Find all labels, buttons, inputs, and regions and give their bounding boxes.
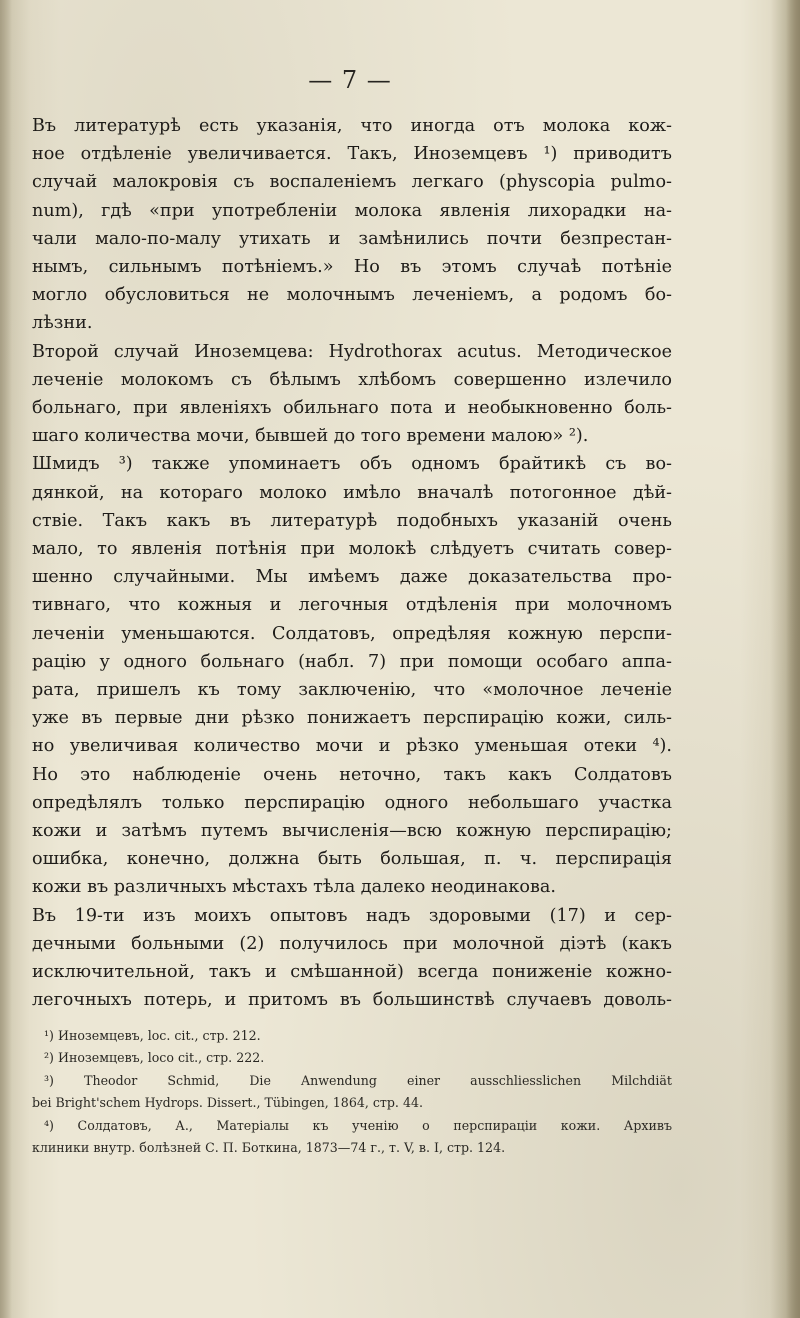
text-line: опредѣлялъ только перспирацію одного небольшаго участка (32, 792, 672, 813)
text-line: леченіе молокомъ съ бѣлымъ хлѣбомъ совершенно излечило (32, 369, 672, 390)
text-line: легочныхъ потерь, и притомъ въ большинствѣ случаевъ доволь- (32, 990, 672, 1011)
text-line: шаго количества мочи, бывшей до того времени малою» ²). (32, 426, 589, 447)
footnote-2: ²) Иноземцевъ, loco cit., стр. 222. (44, 1050, 265, 1066)
text-line: чали мало-по-малу утихать и замѣнились почти безпрестан- (32, 228, 672, 249)
text-line: Въ 19-ти изъ моихъ опытовъ надъ здоровыми (17) и сер- (32, 905, 672, 926)
page-left-shadow (0, 0, 12, 1318)
text-line: кожи въ различныхъ мѣстахъ тѣла далеко неодинакова. (32, 877, 556, 898)
page-right-shadow (786, 0, 800, 1318)
text-line: Въ литературѣ есть указанія, что иногда отъ молока кож- (32, 116, 672, 136)
text-line: могло обусловиться не молочнымъ леченіемъ, а родомъ бо- (32, 285, 672, 306)
text-line: ное отдѣленіе увеличивается. Такъ, Иноземцевъ ¹) приводитъ (32, 144, 672, 165)
text-line: больнаго, при явленіяхъ обильнаго пота и необыкновенно боль- (32, 398, 672, 419)
text-line: Но это наблюденіе очень неточно, такъ какъ Солдатовъ (32, 764, 672, 785)
text-line: Второй случай Иноземцева: Hydrothorax acutus. Методическое (32, 341, 672, 362)
text-line: леченіи уменьшаются. Солдатовъ, опредѣляя кожную перспи- (32, 623, 672, 644)
text-line: кожи и затѣмъ путемъ вычисленія—всю кожную перспирацію; (32, 821, 672, 842)
text-line: ошибка, конечно, должна быть большая, п. ч. перспирація (32, 849, 672, 870)
text-line: нымъ, сильнымъ потѣніемъ.» Но въ этомъ случаѣ потѣніе (32, 257, 672, 278)
text-line: тивнаго, что кожныя и легочныя отдѣленія при молочномъ (32, 595, 672, 616)
footnote-3: ³) Theodor Schmid, Die Anwendung einer ausschliesslichen Milchdiät (44, 1072, 672, 1088)
footnote-3-cont: bei Bright'schem Hydrops. Dissert., Tübingen, 1864, стр. 44. (32, 1095, 423, 1111)
text-line: уже въ первые дни рѣзко понижаетъ перспирацію кожи, силь- (32, 708, 672, 729)
text-line: мало, то явленія потѣнія при молокѣ слѣдуетъ считать совер- (32, 539, 672, 560)
text-line: num), гдѣ «при употребленіи молока явленія лихорадки на- (32, 200, 672, 221)
text-line: лѣзни. (32, 313, 93, 334)
text-line: дянкой, на котораго молоко имѣло вначалѣ потогонное дѣй- (32, 482, 672, 503)
text-line: но увеличивая количество мочи и рѣзко уменьшая отеки ⁴). (32, 736, 672, 757)
text-line: дечными больными (2) получилось при молочной діэтѣ (какъ (32, 933, 672, 954)
text-line: Шмидъ ³) также упоминаетъ объ одномъ брайтикѣ съ во- (32, 454, 672, 475)
text-line: шенно случайными. Мы имѣемъ даже доказательства про- (32, 567, 672, 588)
text-line: рата, пришелъ къ тому заключенію, что «молочное леченіе (32, 680, 672, 701)
footnote-1: ¹) Иноземцевъ, loc. cit., стр. 212. (44, 1028, 261, 1043)
text-line: исключительной, такъ и смѣшанной) всегда пониженіе кожно- (32, 962, 672, 983)
main-text (32, 112, 672, 1015)
text-line: рацію у одного больнаго (набл. 7) при помощи особаго аппа- (32, 651, 672, 672)
page-number: — 7 — (308, 66, 392, 94)
text-line: ствіе. Такъ какъ въ литературѣ подобныхъ указаній очень (32, 510, 672, 531)
footnote-4-cont: клиники внутр. болѣзней С. П. Боткина, 1873—74 г., т. V, в. I, стр. 124. (32, 1140, 506, 1156)
footnote-4: ⁴) Солдатовъ, А., Матеріалы къ ученію о перспираціи кожи. Архивъ (44, 1117, 672, 1133)
footnotes (32, 1025, 672, 1159)
text-line: случай малокровія съ воспаленіемъ легкаго (physcopia pulmo- (32, 172, 672, 193)
